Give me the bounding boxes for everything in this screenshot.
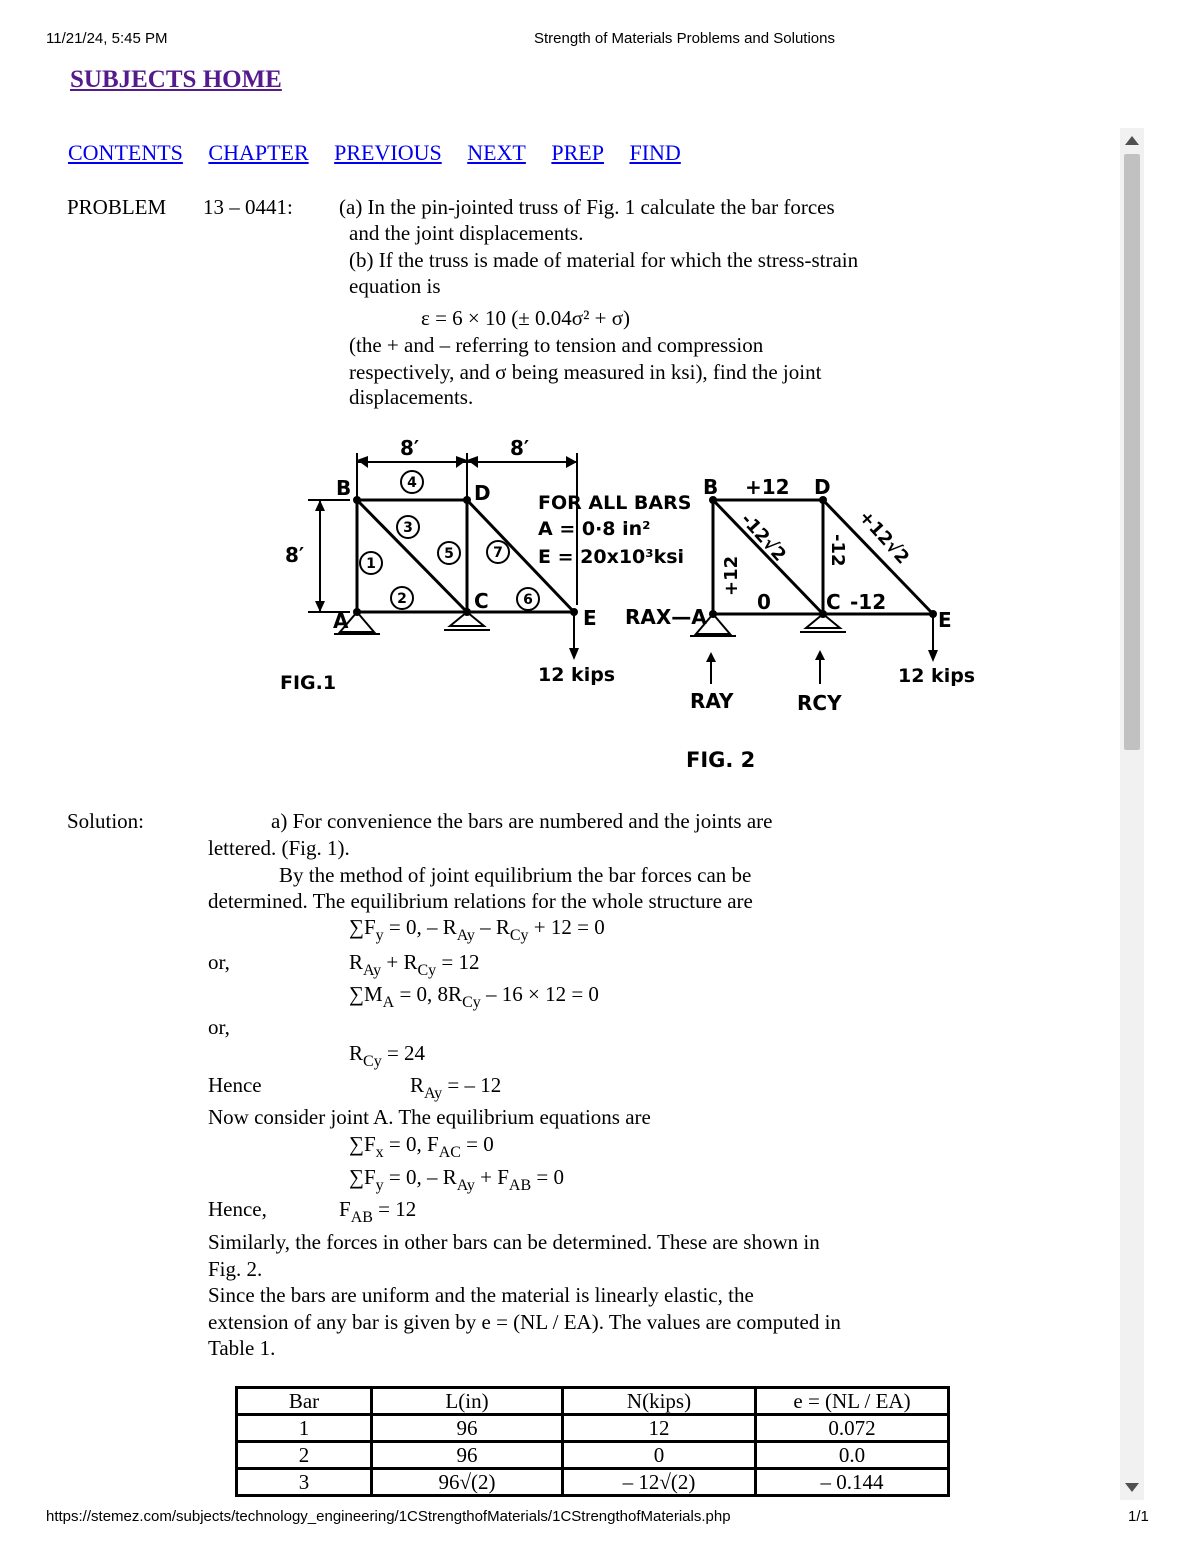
- fig1-joint-c: C: [474, 589, 489, 613]
- nav-chapter-link[interactable]: CHAPTER: [208, 140, 309, 165]
- fig2-rax: RAX—A: [625, 605, 707, 629]
- solution-text-3: By the method of joint equilibrium the bar forces can be: [279, 863, 752, 887]
- eq-ray: $R_{Ay}$ = – 12: [410, 1073, 502, 1102]
- problem-text-7: displacements.: [349, 385, 474, 409]
- table-header-cell: N(kips): [563, 1388, 756, 1415]
- table-cell: – 12√(2): [563, 1469, 756, 1496]
- fig1-joint-e: E: [583, 606, 597, 630]
- scroll-up-arrow-icon[interactable]: [1125, 136, 1139, 145]
- fig2-force-bc: -12√2: [736, 509, 791, 566]
- problem-equation: ε = 6 × 10 (± 0.04σ² + σ): [421, 306, 631, 330]
- solution-text-1: a) For convenience the bars are numbered and the joints are: [271, 809, 773, 833]
- problem-label: PROBLEM: [67, 195, 167, 219]
- table-cell: 3: [237, 1469, 372, 1496]
- table-header-cell: Bar: [237, 1388, 372, 1415]
- table-cell: 0.0: [756, 1442, 949, 1469]
- fig2-joint-d: D: [814, 475, 831, 499]
- table-cell: – 0.144: [756, 1469, 949, 1496]
- fig2-force-de: +12√2: [854, 506, 914, 569]
- fig1-bar-4: 4: [407, 475, 417, 491]
- fig2-load: 12 kips: [898, 665, 976, 687]
- fig1-bar-3: 3: [403, 520, 413, 536]
- fig2-force-ac: 0: [757, 590, 771, 614]
- subjects-home-link[interactable]: SUBJECTS HOME: [70, 66, 282, 93]
- table-header-row: [237, 1388, 949, 1415]
- table-cell: 1: [237, 1415, 372, 1442]
- fig1-dim-top-right: 8′: [510, 436, 530, 460]
- nav-find-link[interactable]: FIND: [629, 140, 681, 165]
- nav-previous-link[interactable]: PREVIOUS: [334, 140, 442, 165]
- fig1-joint-b: B: [336, 476, 352, 500]
- fig2-force-bd: +12: [745, 475, 790, 499]
- fig2-joint-c: C: [826, 590, 841, 614]
- fig1-note-modulus: E = 20x10³ksi: [538, 546, 685, 568]
- table-cell: 2: [237, 1442, 372, 1469]
- problem-text-6: respectively, and σ being measured in ksi), find the joint: [349, 360, 822, 384]
- print-page-title: Strength of Materials Problems and Solutions: [534, 30, 835, 47]
- eq-sum-fx: $\sum F_x = 0$, $F_{AC} = 0$: [349, 1132, 494, 1161]
- fig1-bar-1: 1: [366, 556, 376, 572]
- fig1-bar-2: 2: [397, 591, 407, 607]
- table-cell: 0: [563, 1442, 756, 1469]
- solution-text-6: Similarly, the forces in other bars can be determined. These are shown in: [208, 1230, 820, 1254]
- problem-number: 13 – 0441:: [203, 195, 293, 219]
- table-cell: 96√(2): [372, 1469, 563, 1496]
- problem-text-5: (the + and – referring to tension and compression: [349, 333, 764, 357]
- solution-text-9: extension of any bar is given by e = (NL / EA). The values are computed in: [208, 1310, 841, 1334]
- eq-reaction-sum: $R_{Ay} + R_{Cy} = 12$: [349, 950, 480, 979]
- fig2-force-cd: -12: [827, 534, 848, 567]
- fig1-note-area: A = 0·8 in²: [538, 518, 651, 540]
- eq-fab: $F_{AB} = 12$: [339, 1197, 417, 1226]
- fig1-load: 12 kips: [538, 664, 616, 686]
- table-cell: 96: [372, 1442, 563, 1469]
- fig1-bar-7: 7: [493, 545, 503, 561]
- print-footer-url: https://stemez.com/subjects/technology_engineering/1CStrengthofMaterials/1CStrengthofMaterials.php: [46, 1508, 731, 1525]
- nav-contents-link[interactable]: CONTENTS: [68, 140, 183, 165]
- fig1-joint-a: A: [333, 609, 349, 633]
- table-cell: 96: [372, 1415, 563, 1442]
- eq-rcy: $R_{Cy} = 24$: [349, 1041, 426, 1070]
- fig2-ray: RAY: [690, 689, 734, 713]
- solution-label: Solution:: [67, 809, 145, 833]
- fig1-dim-left: 8′: [285, 543, 305, 567]
- solution-text-4: determined. The equilibrium relations for the whole structure are: [208, 889, 753, 913]
- problem-text-3: (b) If the truss is made of material for which the stress-strain: [349, 248, 859, 272]
- fig1-note-title: FOR ALL BARS: [538, 492, 692, 514]
- fig2-joint-e: E: [938, 608, 952, 632]
- fig1-bar-5: 5: [444, 546, 454, 562]
- eq-sum-ma: $\sum M_A = 0$, $8R_{Cy} - 16 \times 12 = 0$: [349, 982, 599, 1011]
- fig1-joint-d: D: [474, 481, 491, 505]
- hence-label-2: Hence,: [208, 1197, 267, 1221]
- fig2-force-ce: -12: [850, 590, 887, 614]
- fig2-joint-b: B: [703, 475, 719, 499]
- scroll-down-arrow-icon[interactable]: [1125, 1483, 1139, 1492]
- problem-text-1: (a) In the pin-jointed truss of Fig. 1 calculate the bar forces: [339, 195, 835, 219]
- table-header-cell: L(in): [372, 1388, 563, 1415]
- vertical-scrollbar[interactable]: [1120, 128, 1144, 1500]
- eq-sum-fy-1: $\sum F_y = 0$, – $R_{Ay} - R_{Cy} + 12 = 0$: [349, 915, 605, 944]
- solution-text-10: Table 1.: [208, 1336, 276, 1360]
- table-row: [237, 1442, 949, 1469]
- solution-text-5: Now consider joint A. The equilibrium equations are: [208, 1105, 651, 1129]
- fig2-rcy: RCY: [797, 691, 842, 715]
- fig2-force-ab: +12: [721, 555, 742, 596]
- print-timestamp: 11/21/24, 5:45 PM: [46, 30, 168, 47]
- scrollbar-thumb[interactable]: [1124, 154, 1140, 750]
- print-page-number: 1/1: [1128, 1508, 1149, 1525]
- table-cell: 12: [563, 1415, 756, 1442]
- table-row: [237, 1469, 949, 1496]
- problem-text-4: equation is: [349, 274, 441, 298]
- or-label-2: or,: [208, 1015, 230, 1039]
- bar-values-table: [235, 1386, 950, 1497]
- hence-label-1: Hence: [208, 1073, 262, 1097]
- table-row: [237, 1415, 949, 1442]
- fig1-bar-6: 6: [523, 592, 533, 608]
- fig1-dim-top-left: 8′: [400, 436, 420, 460]
- or-label-1: or,: [208, 950, 230, 974]
- fig1-caption: FIG.1: [280, 672, 337, 694]
- problem-text-2: and the joint displacements.: [349, 221, 584, 245]
- solution-text-8: Since the bars are uniform and the material is linearly elastic, the: [208, 1283, 754, 1307]
- solution-text-7: Fig. 2.: [208, 1257, 263, 1281]
- nav-prep-link[interactable]: PREP: [551, 140, 604, 165]
- eq-sum-fy-2: $\sum F_y = 0$, – $R_{Ay} + F_{AB} = 0$: [349, 1165, 564, 1194]
- fig2-caption: FIG. 2: [686, 748, 756, 772]
- table-header-cell: e = (NL / EA): [756, 1388, 949, 1415]
- solution-text-2: lettered. (Fig. 1).: [208, 836, 350, 860]
- nav-next-link[interactable]: NEXT: [467, 140, 526, 165]
- table-cell: 0.072: [756, 1415, 949, 1442]
